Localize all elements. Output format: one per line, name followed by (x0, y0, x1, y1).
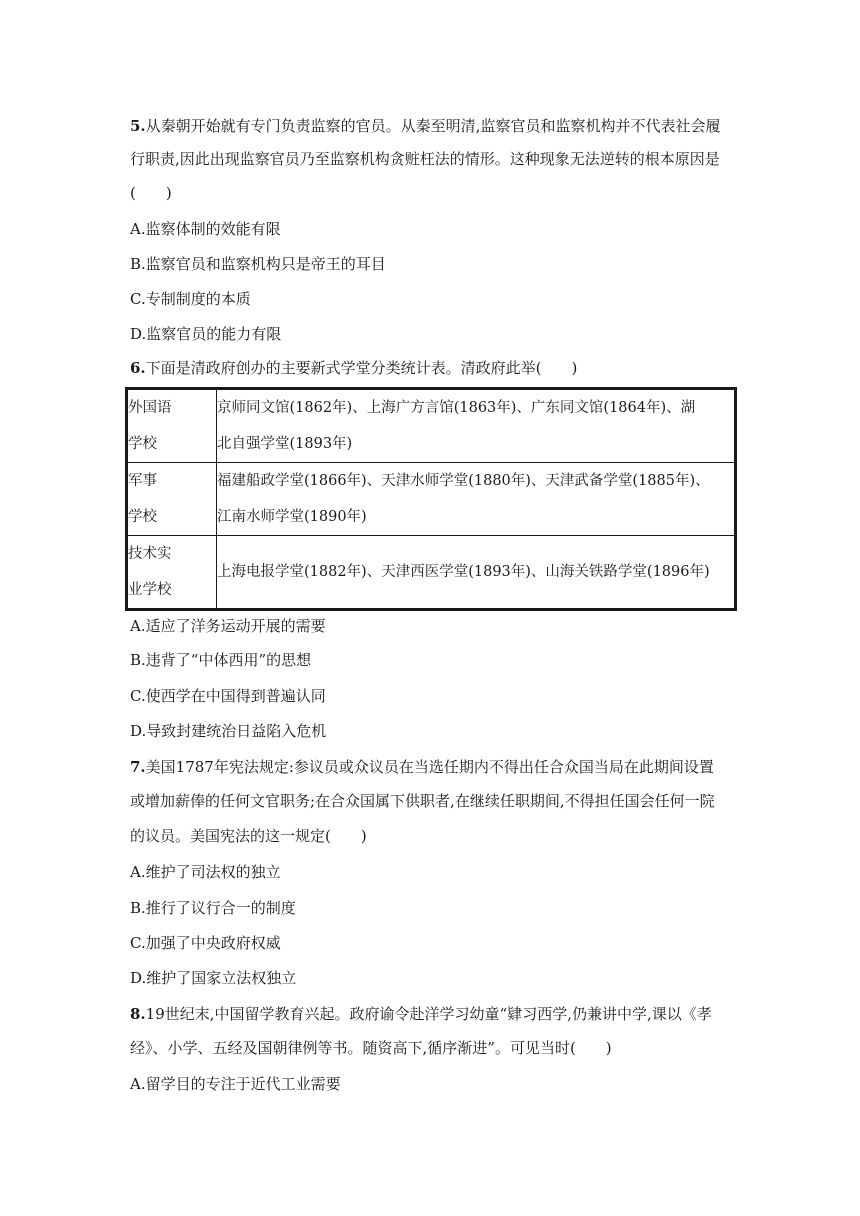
table-category-cell: 军事 学校 (127, 463, 217, 536)
question-7-option-d: D.维护了国家立法权独立 (130, 969, 297, 987)
question-5-answer-bracket: ( ) (130, 184, 172, 202)
table-category-cell: 技术实 业学校 (127, 536, 217, 610)
table-schools-cell: 京师同文馆(1862年)、上海广方言馆(1863年)、广东同文馆(1864年)、湖 北自强学堂(1893年) (217, 389, 736, 463)
table-row (127, 463, 736, 536)
question-6-option-c: C.使西学在中国得到普遍认同 (130, 687, 326, 705)
question-7-number: 7. (130, 758, 146, 776)
question-5-line-2: 行职责,因此出现监察官员乃至监察机构贪赃枉法的情形。这种现象无法逆转的根本原因是 (130, 150, 720, 168)
question-5-line-1: 5.从秦朝开始就有专门负责监察的官员。从秦至明清,监察官员和监察机构并不代表社会履 (130, 117, 721, 135)
question-6-line-1: 6.下面是清政府创办的主要新式学堂分类统计表。清政府此举( ) (130, 359, 578, 377)
table-row (127, 536, 736, 610)
question-5-option-a: A.监察体制的效能有限 (130, 220, 281, 238)
question-6-option-b: B.违背了“中体西用”的思想 (130, 651, 312, 669)
table-schools-cell: 上海电报学堂(1882年)、天津西医学堂(1893年)、山海关铁路学堂(1896年) (217, 536, 736, 610)
question-6-number: 6. (130, 359, 146, 377)
table-row (127, 389, 736, 463)
school-statistics-table (125, 387, 737, 611)
question-8-option-a: A.留学目的专注于近代工业需要 (130, 1075, 341, 1093)
question-7-line-3: 的议员。美国宪法的这一规定( ) (130, 827, 367, 845)
question-7-option-a: A.维护了司法权的独立 (130, 863, 281, 881)
question-7-line-1: 7.美国1787年宪法规定:参议员或众议员在当选任期内不得出任合众国当局在此期间设置 (130, 758, 714, 776)
question-5-option-d: D.监察官员的能力有限 (130, 325, 282, 343)
question-5-number: 5. (130, 117, 146, 135)
question-7-option-b: B.推行了议行合一的制度 (130, 899, 296, 917)
question-6-option-d: D.导致封建统治日益陷入危机 (130, 722, 327, 740)
question-5-option-c: C.专制制度的本质 (130, 290, 251, 308)
question-7-option-c: C.加强了中央政府权威 (130, 934, 281, 952)
question-8-line-2: 经》、小学、五经及国朝律例等书。随资高下,循序渐进”。可见当时( ) (130, 1039, 612, 1057)
table-schools-cell: 福建船政学堂(1866年)、天津水师学堂(1880年)、天津武备学堂(1885年)、 江南水师学堂(1890年) (217, 463, 736, 536)
table-category-cell: 外国语 学校 (127, 389, 217, 463)
question-8-number: 8. (130, 1005, 146, 1023)
question-5-option-b: B.监察官员和监察机构只是帝王的耳目 (130, 255, 386, 273)
question-6-option-a: A.适应了洋务运动开展的需要 (130, 617, 326, 635)
question-8-line-1: 8.19世纪末,中国留学教育兴起。政府谕令赴洋学习幼童“肄习西学,仍兼讲中学,课以《孝 (130, 1005, 712, 1023)
question-7-line-2: 或增加薪俸的任何文官职务;在合众国属下供职者,在继续任职期间,不得担任国会任何一院 (130, 792, 715, 810)
